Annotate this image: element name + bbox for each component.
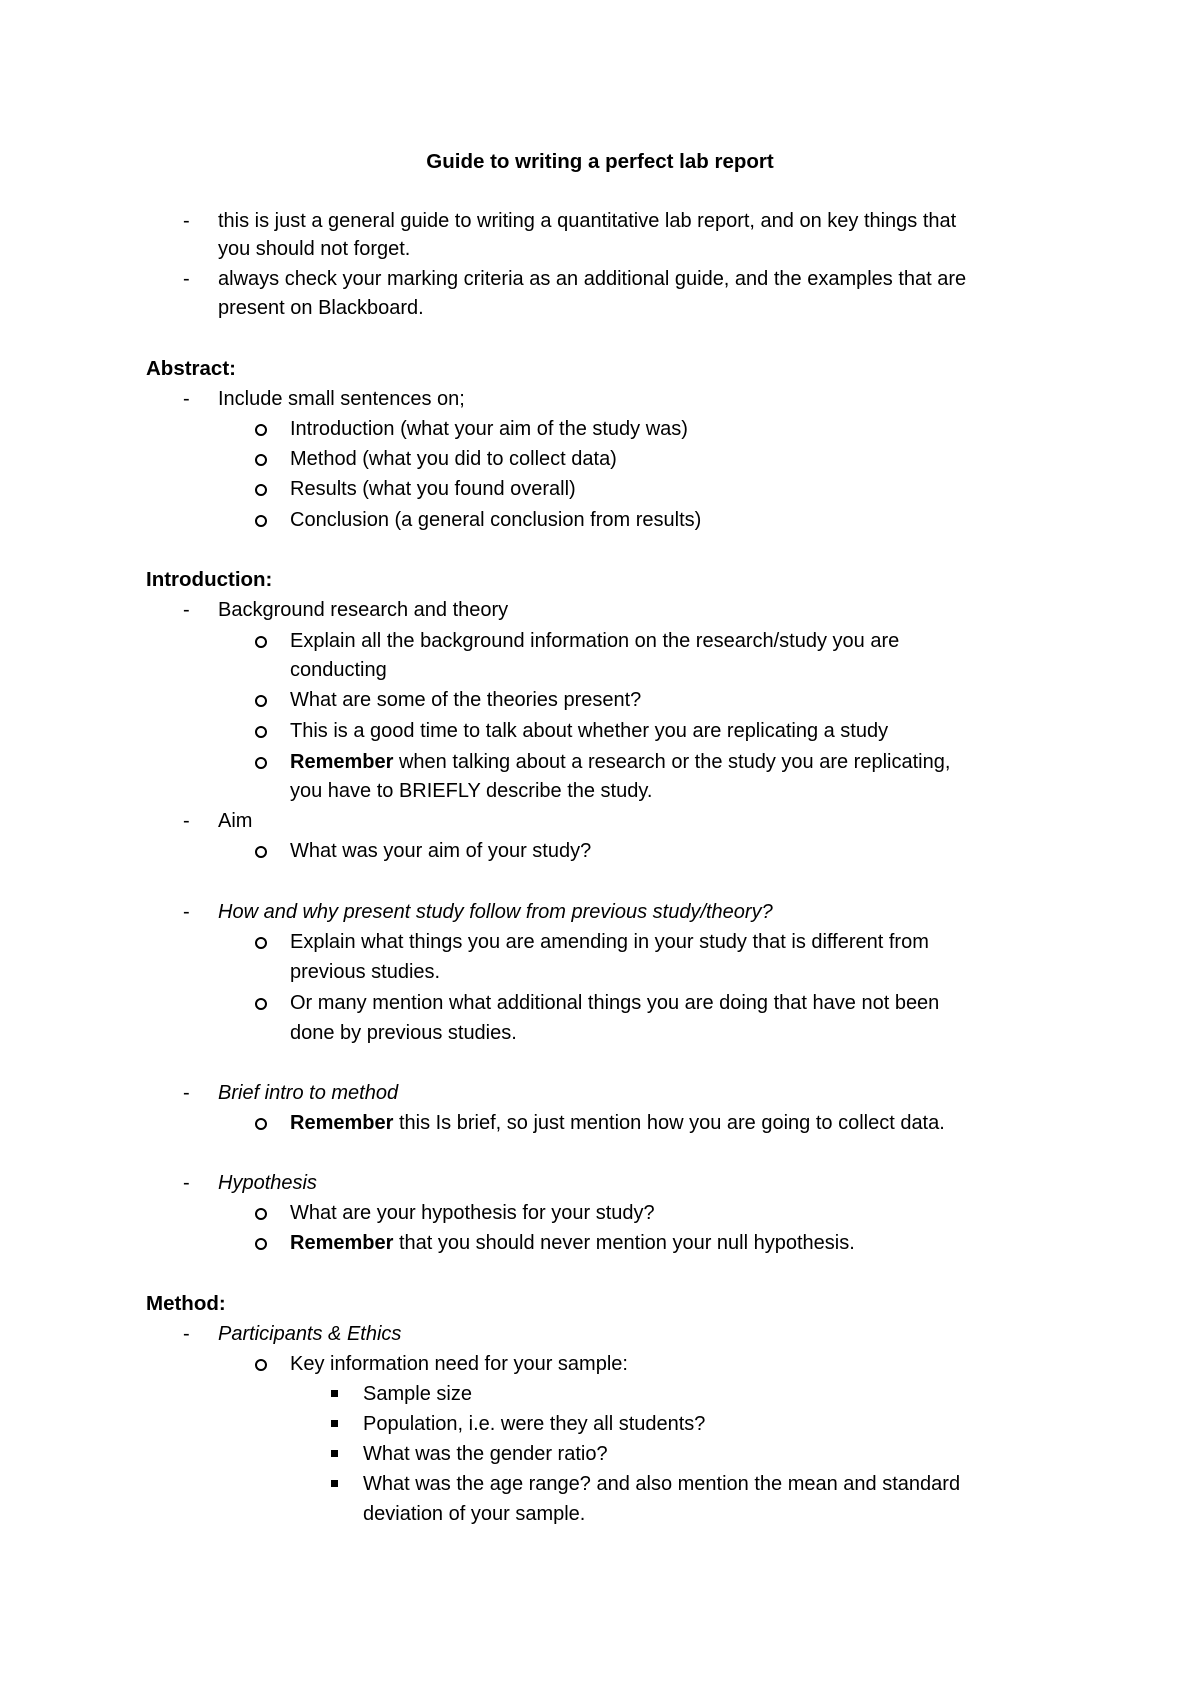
method-heading: Method:	[146, 1292, 226, 1315]
intro-item-2-line-2: present on Blackboard.	[218, 297, 424, 319]
circle-bullet-icon	[255, 636, 267, 648]
background-subitem-4-line-1	[290, 747, 950, 777]
remember-label: Remember	[290, 1232, 394, 1254]
hypothesis-subitem-1: What are your hypothesis for your study?	[290, 1202, 655, 1224]
aim-item: Aim	[218, 810, 253, 832]
intro-item-2-line-1: always check your marking criteria as an additional guide, and the examples that are	[218, 268, 967, 290]
how-why-item: How and why present study follow from previous study/theory?	[218, 901, 773, 923]
how-why-subitem-2-line-2: done by previous studies.	[290, 1022, 517, 1044]
background-item: Background research and theory	[218, 599, 509, 621]
background-subitem-3: This is a good time to talk about whether you are replicating a study	[290, 720, 889, 742]
dash-bullet: -	[183, 1172, 190, 1194]
abstract-subitem: Conclusion (a general conclusion from results)	[290, 509, 702, 531]
hypothesis-subitem-2-text: that you should never mention your null hypothesis.	[393, 1232, 855, 1254]
square-bullet-icon	[331, 1420, 338, 1427]
background-subitem-4-line-2: you have to BRIEFLY describe the study.	[290, 780, 653, 802]
abstract-subitem: Method (what you did to collect data)	[290, 448, 617, 470]
circle-bullet-icon	[255, 515, 267, 527]
abstract-subitem: Results (what you found overall)	[290, 478, 576, 500]
sample-item: Sample size	[363, 1383, 472, 1405]
dash-bullet: -	[183, 210, 190, 232]
circle-bullet-icon	[255, 846, 267, 858]
square-bullet-icon	[331, 1390, 338, 1397]
sample-item-4-line-1: What was the age range? and also mention the mean and standard	[363, 1473, 961, 1495]
introduction-heading: Introduction:	[146, 568, 273, 591]
page-title: Guide to writing a perfect lab report	[426, 150, 774, 173]
square-bullet-icon	[331, 1450, 338, 1457]
abstract-subitem: Introduction (what your aim of the study was)	[290, 418, 688, 440]
circle-bullet-icon	[255, 454, 267, 466]
remember-label: Remember	[290, 1112, 394, 1134]
how-why-subitem-1-line-2: previous studies.	[290, 961, 441, 983]
brief-intro-subitem	[290, 1108, 945, 1138]
abstract-heading: Abstract:	[146, 357, 236, 380]
hypothesis-subitem-2	[290, 1228, 855, 1258]
circle-bullet-icon	[255, 484, 267, 496]
intro-item-1-line-1: this is just a general guide to writing a quantitative lab report, and on key things that	[218, 210, 957, 232]
brief-intro-item: Brief intro to method	[218, 1082, 399, 1104]
dash-bullet: -	[183, 901, 190, 923]
background-subitem-2: What are some of the theories present?	[290, 689, 642, 711]
square-bullet-icon	[331, 1480, 338, 1487]
circle-bullet-icon	[255, 1238, 267, 1250]
sample-item: Population, i.e. were they all students?	[363, 1413, 706, 1435]
circle-bullet-icon	[255, 424, 267, 436]
aim-subitem: What was your aim of your study?	[290, 840, 592, 862]
brief-intro-subitem-text: this Is brief, so just mention how you are going to collect data.	[393, 1112, 945, 1134]
circle-bullet-icon	[255, 937, 267, 949]
background-subitem-1-line-1: Explain all the background information on the research/study you are	[290, 630, 900, 652]
circle-bullet-icon	[255, 1359, 267, 1371]
key-info-subitem: Key information need for your sample:	[290, 1353, 628, 1375]
background-subitem-4-text: when talking about a research or the study you are replicating,	[393, 751, 951, 773]
circle-bullet-icon	[255, 726, 267, 738]
dash-bullet: -	[183, 810, 190, 832]
how-why-subitem-1-line-1: Explain what things you are amending in your study that is different from	[290, 931, 929, 953]
circle-bullet-icon	[255, 1118, 267, 1130]
participants-item: Participants & Ethics	[218, 1323, 402, 1345]
dash-bullet: -	[183, 268, 190, 290]
dash-bullet: -	[183, 1082, 190, 1104]
sample-item: What was the gender ratio?	[363, 1443, 608, 1465]
background-subitem-1-line-2: conducting	[290, 659, 387, 681]
intro-item-1-line-2: you should not forget.	[218, 238, 411, 260]
abstract-item: Include small sentences on;	[218, 388, 465, 410]
dash-bullet: -	[183, 388, 190, 410]
sample-item-4-line-2: deviation of your sample.	[363, 1503, 586, 1525]
how-why-subitem-2-line-1: Or many mention what additional things you are doing that have not been	[290, 992, 940, 1014]
circle-bullet-icon	[255, 695, 267, 707]
dash-bullet: -	[183, 599, 190, 621]
remember-label: Remember	[290, 751, 394, 773]
hypothesis-item: Hypothesis	[218, 1172, 317, 1194]
circle-bullet-icon	[255, 1208, 267, 1220]
circle-bullet-icon	[255, 757, 267, 769]
circle-bullet-icon	[255, 998, 267, 1010]
dash-bullet: -	[183, 1323, 190, 1345]
